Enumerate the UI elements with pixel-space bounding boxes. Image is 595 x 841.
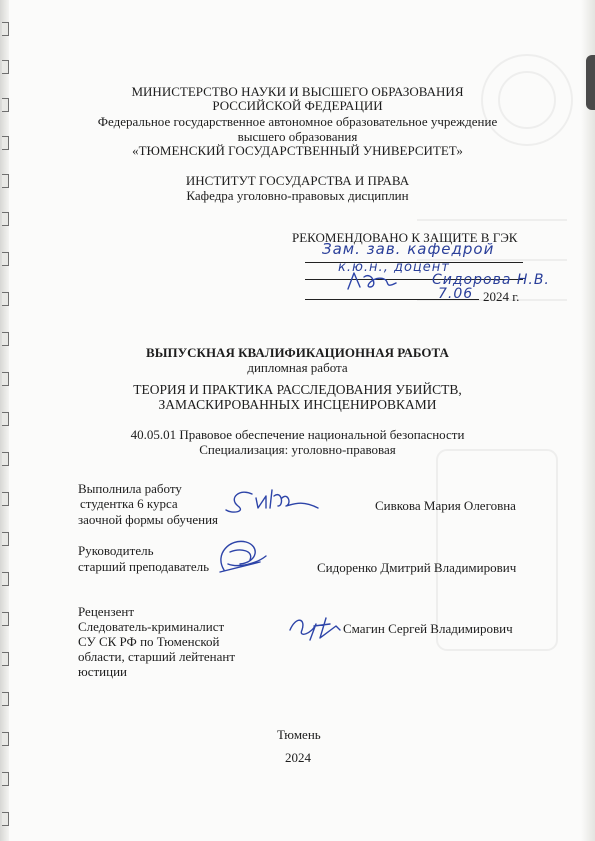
binding-hole [2,652,9,666]
ministry-line-2: РОССИЙСКОЙ ФЕДЕРАЦИИ [212,98,383,113]
approval-signature [344,269,404,293]
author-role-1: Выполнила работу [78,481,182,496]
department-name: Кафедра уголовно-правовых дисциплин [186,188,409,203]
approval-year: 2024 г. [483,289,520,304]
binding-hole [2,732,9,746]
reviewer-role-1: Рецензент [78,604,135,619]
footer-city: Тюмень [277,727,321,742]
binding-hole [2,772,9,786]
binding-hole [2,692,9,706]
binding-hole [2,572,9,586]
supervisor-role-1: Руководитель [78,543,154,558]
approval-handwritten-position: Зам. зав. кафедрой [322,240,495,258]
supervisor-role-2: старший преподаватель [78,559,210,574]
work-subtype: дипломная работа [247,360,348,375]
institute-name: ИНСТИТУТ ГОСУДАРСТВА И ПРАВА [185,173,410,188]
binding-hole [2,292,9,306]
binding-hole [2,812,9,826]
specialization: Специализация: уголовно-правовая [199,442,396,457]
author-role-3: заочной формы обучения [78,512,219,527]
reviewer-role-4: области, старший лейтенант [78,649,236,664]
reviewer-role-2: Следователь-криминалист [78,619,225,634]
approval-title: РЕКОМЕНДОВАНО К ЗАЩИТЕ В ГЭК [292,230,518,245]
footer-year: 2024 [285,750,311,765]
author-name: Сивкова Мария Олеговна [375,498,516,513]
reviewer-name: Смагин Сергей Владимирович [343,621,513,636]
reviewer-role-5: юстиции [78,664,127,679]
reviewer-role-3: СУ СК РФ по Тюменской [78,634,220,649]
approval-handwritten-date: 7.06 [438,286,474,302]
ministry-line-1: МИНИСТЕРСТВО НАУКИ И ВЫСШЕГО ОБРАЗОВАНИЯ [131,84,464,99]
work-title-line-1: ТЕОРИЯ И ПРАКТИКА РАССЛЕДОВАНИЯ УБИЙСТВ, [133,382,462,397]
author-role-2: студентка 6 курса [80,496,178,511]
binding-hole [2,212,9,226]
binding-hole [2,22,9,36]
binding-hole [2,412,9,426]
specialty: 40.05.01 Правовое обеспечение национальной безопасности [130,427,465,442]
author-signature [222,484,322,516]
binding-hole [2,60,9,74]
supervisor-signature [210,534,272,576]
institution-line-1: Федеральное государственное автономное образовательное учреждение [97,114,498,129]
binding-hole [2,492,9,506]
approval-handwritten-degree: к.ю.н., доцент [338,260,450,275]
work-title-line-2: ЗАМАСКИРОВАННЫХ ИНСЦЕНИРОВКАМИ [158,397,437,412]
binding-hole [2,612,9,626]
reviewer-signature [286,612,346,642]
work-type: ВЫПУСКНАЯ КВАЛИФИКАЦИОННАЯ РАБОТА [146,345,449,360]
institution-line-2: высшего образования [237,129,358,144]
binding-hole [2,252,9,266]
binding-hole [2,332,9,346]
university-name: «ТЮМЕНСКИЙ ГОСУДАРСТВЕННЫЙ УНИВЕРСИТЕТ» [132,143,463,158]
approval-handwritten-name: Сидорова Н.В. [432,272,550,288]
binding-hole [2,532,9,546]
supervisor-name: Сидоренко Дмитрий Владимирович [317,560,517,575]
